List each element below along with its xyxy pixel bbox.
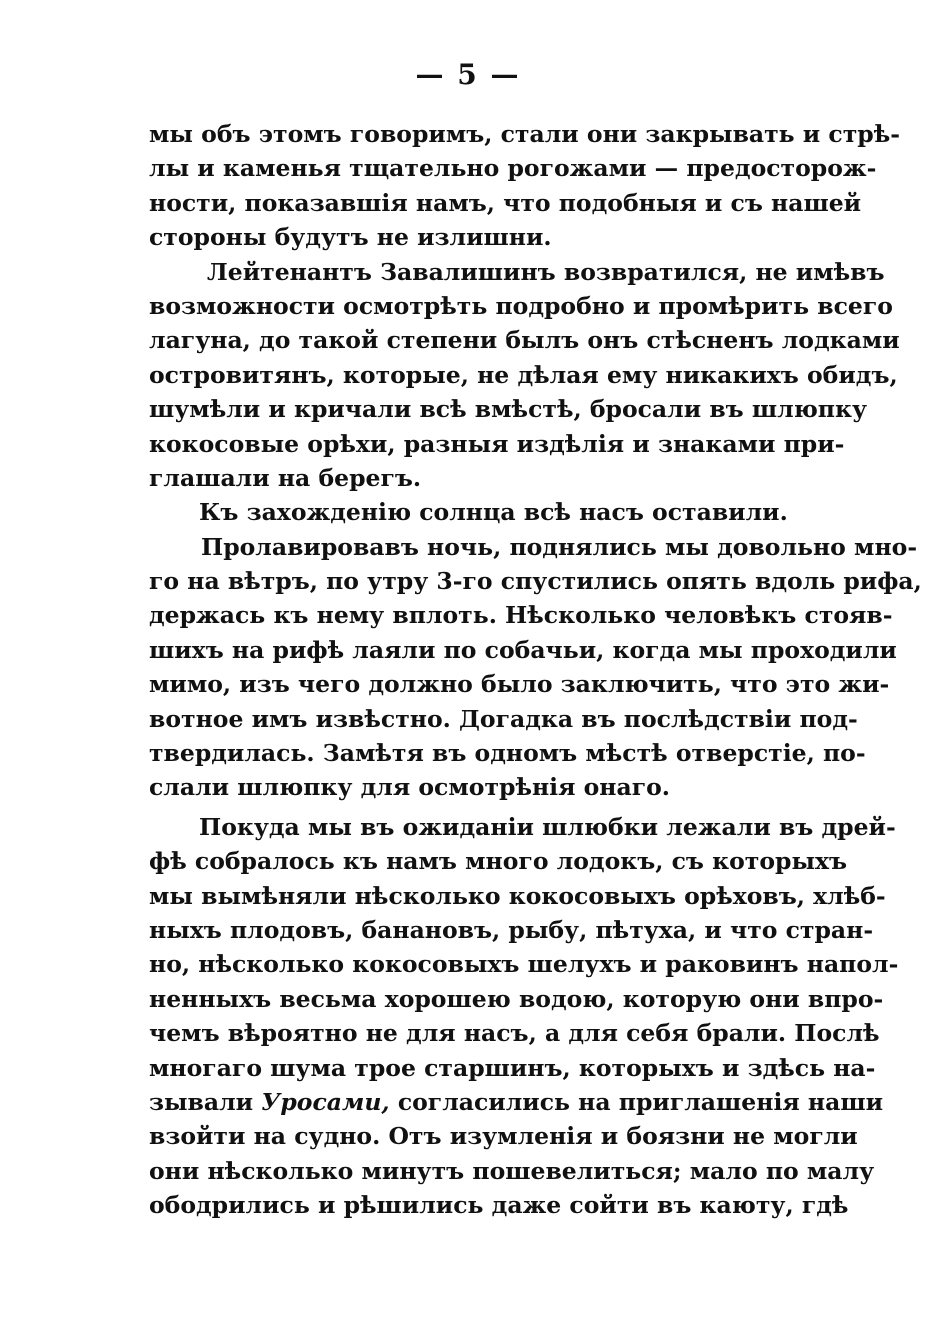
text-line: ныхъ плодовъ, банановъ, рыбу, пѣтуха, и что стран-: [149, 915, 874, 944]
text-line: многаго шума трое старшинъ, которыхъ и здѣсь на-: [149, 1053, 876, 1082]
text-line: лагуна, до такой степени былъ онъ стѣсненъ лодками: [149, 326, 900, 355]
text-line: Покуда мы въ ожиданiи шлюбки лежали въ дрей-: [199, 812, 896, 841]
text-line: го на вѣтръ, по утру 3-го спустились опять вдоль рифа,: [149, 567, 922, 596]
page-number: — 5 —: [415, 58, 521, 91]
text-line: мимо, изъ чего должно было заключить, что это жи-: [149, 670, 890, 699]
text-line: возможности осмотрѣть подробно и промѣрить всего: [149, 291, 893, 320]
text-line: но, нѣсколько кокосовыхъ шелухъ и раковинъ напол-: [149, 950, 899, 979]
text-line: они нѣсколько минутъ пошевелиться; мало по малу: [149, 1156, 875, 1185]
text-line: лы и каменья тщательно рогожами — предосторож-: [149, 154, 877, 183]
text-line: слали шлюпку для осмотрѣнiя онаго.: [149, 773, 670, 802]
text-segment: зывали: [149, 1087, 254, 1116]
paragraph: [149, 495, 799, 529]
text-line: Пролавировавъ ночь, поднялись мы довольно мно-: [201, 532, 918, 561]
text-line: ободрились и рѣшились даже сойти въ каюту, гдѣ: [149, 1191, 849, 1220]
text-line: фѣ собралось къ намъ много лодокъ, съ которыхъ: [149, 847, 848, 876]
text-line: глашали на берегъ.: [149, 463, 422, 492]
text-line: мы объ этомъ говоримъ, стали они закрывать и стрѣ-: [149, 120, 901, 148]
text-line: чемъ вѣроятно не для насъ, а для себя брали. Послѣ: [149, 1019, 880, 1048]
text-segment: согласились на приглашенiя наши: [397, 1087, 884, 1116]
text-line: шихъ на рифѣ лаяли по собачьи, когда мы проходили: [149, 635, 897, 664]
body-text: [149, 117, 922, 1223]
text-line-with-italic: [149, 1085, 884, 1119]
text-line: шумѣли и кричали всѣ вмѣстѣ, бросали въ шлюпку: [149, 395, 868, 424]
paragraph: [149, 117, 901, 255]
text-line: стороны будутъ не излишни.: [149, 223, 552, 252]
text-line: взойти на судно. Отъ изумленiя и боязни не могли: [149, 1122, 858, 1151]
paragraph: [149, 255, 900, 496]
text-line: Лейтенантъ Завалишинъ возвратился, не имѣвъ: [207, 257, 885, 286]
text-line: островитянъ, которые, не дѣлая ему никакихъ обидъ,: [149, 360, 898, 389]
text-line: Къ захожденiю солнца всѣ насъ оставили.: [199, 498, 788, 527]
paragraph: [149, 530, 922, 805]
text-line: вотное имъ извѣстно. Догадка въ послѣдствiи под-: [149, 704, 858, 733]
paragraph: [149, 810, 899, 1223]
text-line: мы вымѣняли нѣсколько кокосовыхъ орѣховъ, хлѣб-: [149, 881, 886, 910]
text-line: ненныхъ весьма хорошею водою, которую они впро-: [149, 984, 884, 1013]
text-line: ности, показавшiя намъ, что подобныя и съ нашей: [149, 188, 862, 217]
italic-term: Уросами,: [261, 1087, 390, 1116]
text-line: твердилась. Замѣтя въ одномъ мѣстѣ отверстiе, по-: [149, 739, 866, 768]
text-line: кокосовые орѣхи, разныя издѣлiя и знаками при-: [149, 429, 845, 458]
text-line: держась къ нему вплоть. Нѣсколько человѣкъ стояв-: [149, 601, 893, 630]
